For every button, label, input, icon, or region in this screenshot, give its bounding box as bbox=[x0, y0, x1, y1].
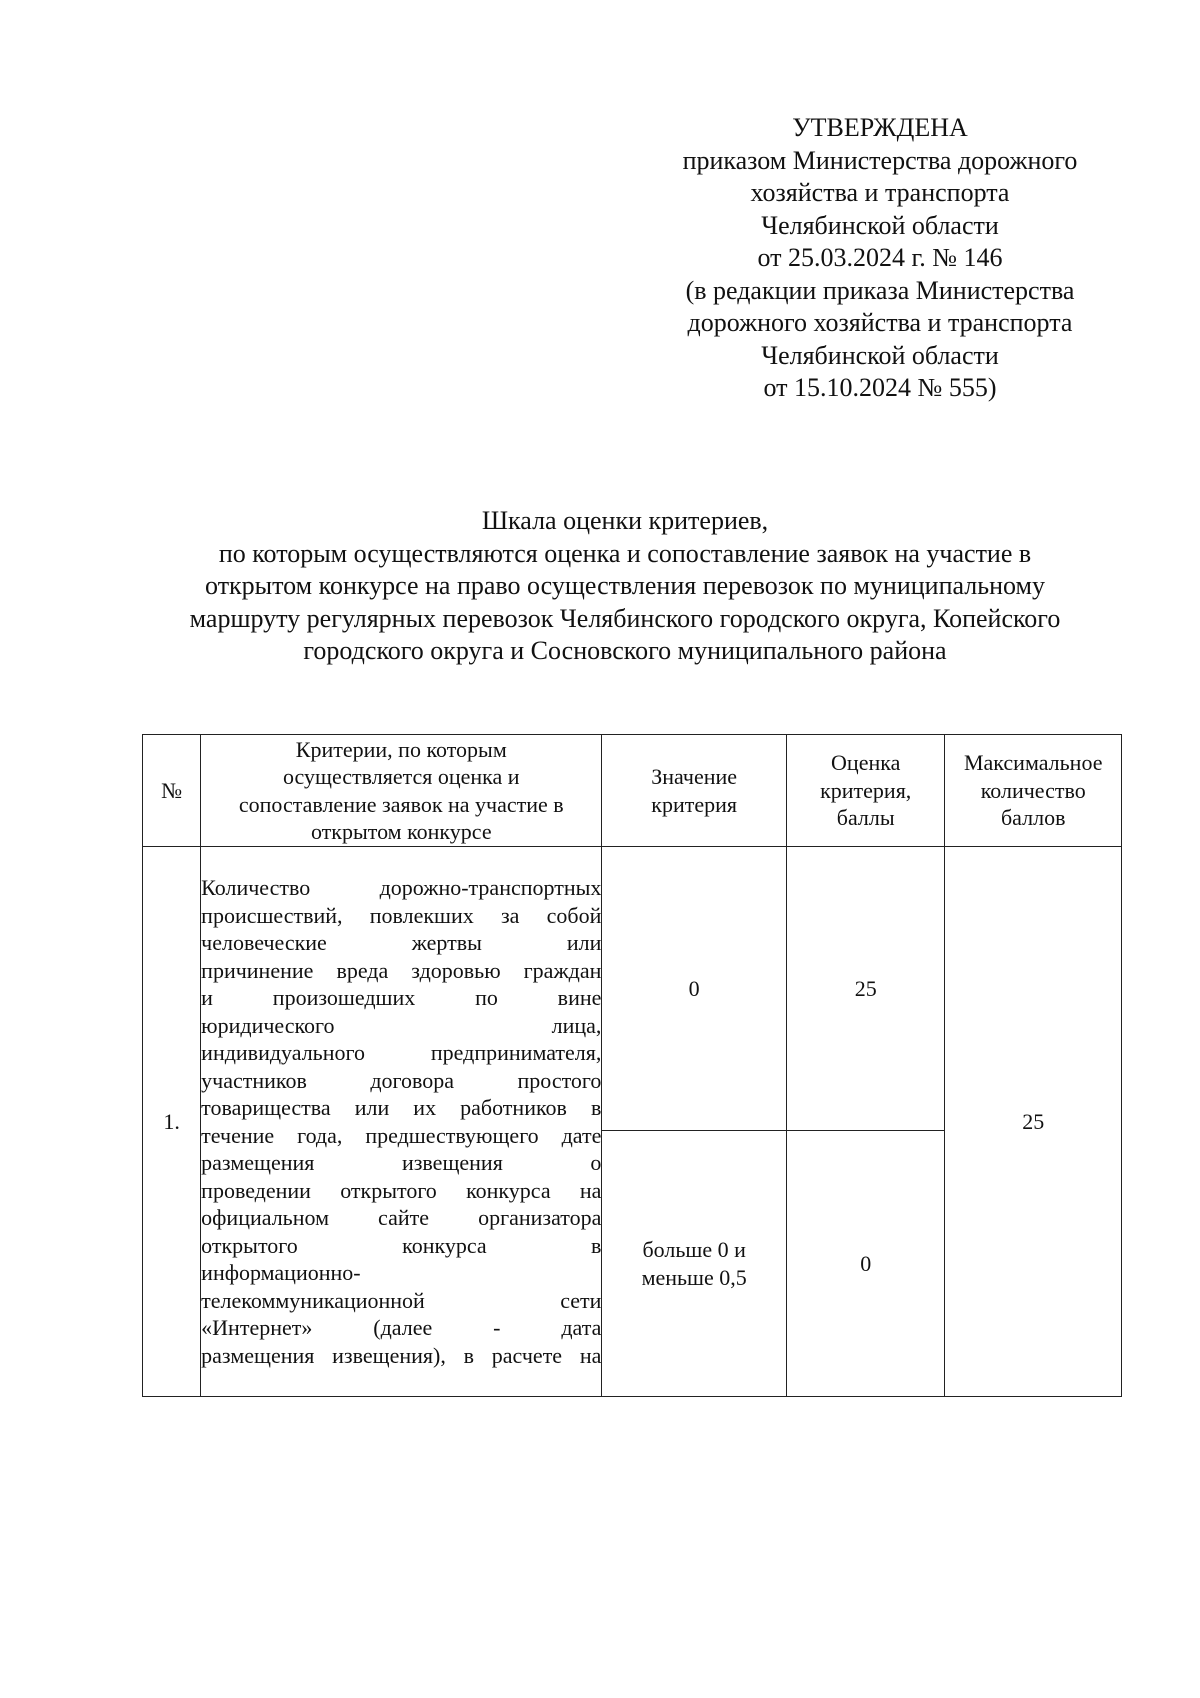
criterion-line: человеческие жертвы или bbox=[201, 930, 602, 955]
header-score bbox=[786, 735, 944, 847]
criterion-line: причинение вреда здоровью граждан bbox=[201, 957, 602, 983]
header-criteria-line: осуществляется оценка и bbox=[282, 764, 520, 789]
criterion-line: товарищества или их работников в bbox=[201, 1095, 602, 1120]
approval-line: Челябинской области bbox=[761, 210, 999, 240]
criterion-line: официальном сайте организатора bbox=[201, 1205, 602, 1230]
criterion-value bbox=[602, 1131, 787, 1397]
approval-line: от 25.03.2024 г. № 146 bbox=[757, 243, 1003, 272]
title-line: открытом конкурсе на право осуществления перевозок по муниципальному bbox=[205, 571, 1045, 600]
header-max-line: баллов bbox=[1000, 805, 1066, 831]
header-criteria-line: Критерии, по которым bbox=[295, 736, 507, 762]
criterion-line: размещения извещения о bbox=[201, 1150, 602, 1175]
criterion-line: проведении открытого конкурса на bbox=[201, 1177, 602, 1203]
approval-line: хозяйства и транспорта bbox=[750, 178, 1010, 207]
criterion-score: 0 bbox=[786, 1131, 944, 1397]
criterion-line: Количество дорожно-транспортных bbox=[201, 875, 602, 900]
header-value-line: критерия bbox=[651, 791, 738, 817]
header-value-line: Значение bbox=[651, 764, 738, 789]
criterion-line: индивидуального предпринимателя, bbox=[201, 1040, 602, 1065]
header-max bbox=[945, 735, 1122, 847]
approval-stamp bbox=[640, 112, 1120, 405]
header-criteria-line: открытом конкурсе bbox=[310, 819, 492, 844]
approval-line: приказом Министерства дорожного bbox=[682, 145, 1078, 175]
header-score-line: баллы bbox=[836, 805, 895, 831]
header-num: № bbox=[143, 735, 201, 847]
criterion-line: течение года, предшествующего дате bbox=[201, 1122, 602, 1148]
row-number: 1. bbox=[143, 847, 201, 1397]
criterion-score: 25 bbox=[786, 847, 944, 1131]
header-score-line: Оценка bbox=[831, 750, 901, 776]
approval-line: УТВЕРЖДЕНА bbox=[792, 113, 968, 142]
criterion-line: информационно- bbox=[201, 1260, 361, 1285]
criterion-value-line: больше 0 и bbox=[642, 1237, 746, 1262]
criterion-description bbox=[201, 847, 602, 1397]
title-line: маршруту регулярных перевозок Челябинского городского округа, Копейского bbox=[189, 603, 1061, 633]
header-value bbox=[602, 735, 787, 847]
document-title bbox=[130, 505, 1120, 668]
header-score-line: критерия, bbox=[820, 777, 912, 803]
criteria-table bbox=[142, 734, 1122, 1397]
table-header-row bbox=[143, 735, 1122, 847]
criterion-value-line: меньше 0,5 bbox=[641, 1264, 747, 1290]
table-row bbox=[143, 847, 1122, 1131]
criterion-value: 0 bbox=[602, 847, 787, 1131]
criterion-line: участников договора простого bbox=[201, 1067, 602, 1093]
criterion-line: происшествий, повлекших за собой bbox=[201, 902, 602, 928]
criterion-line: телекоммуникационной сети bbox=[201, 1287, 602, 1313]
criterion-line: размещения извещения), в расчете на bbox=[201, 1342, 602, 1368]
criterion-line: и произошедших по вине bbox=[201, 985, 602, 1010]
criterion-line: открытого конкурса в bbox=[201, 1232, 602, 1258]
criterion-line: «Интернет» (далее - дата bbox=[201, 1315, 602, 1340]
title-line: по которым осуществляются оценка и сопоставление заявок на участие в bbox=[218, 538, 1032, 568]
approval-line: Челябинской области bbox=[761, 340, 999, 370]
header-max-line: Максимальное bbox=[963, 750, 1103, 776]
header-max-line: количество bbox=[980, 777, 1086, 803]
approval-line: (в редакции приказа Министерства bbox=[685, 275, 1075, 305]
max-score: 25 bbox=[945, 847, 1122, 1397]
approval-line: дорожного хозяйства и транспорта bbox=[687, 308, 1073, 337]
criterion-line: юридического лица, bbox=[201, 1012, 602, 1038]
title-line: Шкала оценки критериев, bbox=[481, 506, 769, 535]
header-criteria-line: сопоставление заявок на участие в bbox=[238, 791, 564, 817]
approval-line: от 15.10.2024 № 555) bbox=[763, 373, 997, 402]
header-criteria bbox=[201, 735, 602, 847]
title-line: городского округа и Сосновского муниципального района bbox=[303, 636, 947, 665]
